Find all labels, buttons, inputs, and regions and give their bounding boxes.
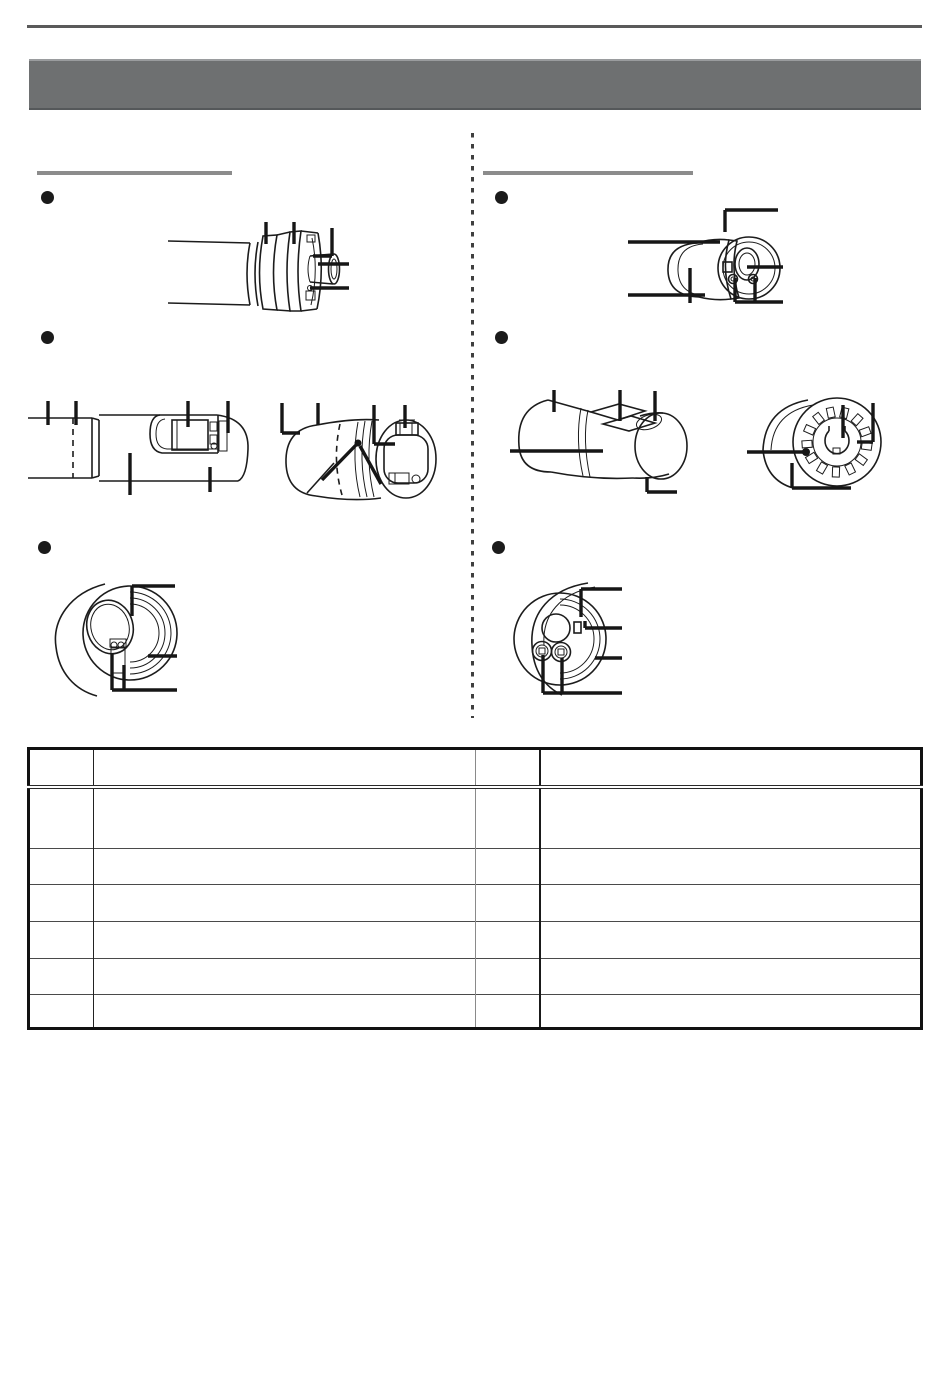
table-row: [29, 922, 922, 959]
table-cell: [29, 922, 94, 959]
drawing-side-cutaway: [28, 415, 248, 481]
drawing: [514, 583, 606, 695]
table-row: [29, 995, 922, 1029]
drawing-grooved-side: [519, 400, 687, 479]
table-cell: [29, 787, 94, 849]
table-cell: [29, 849, 94, 885]
right-bullet-2: [495, 331, 508, 344]
table-cell: [476, 959, 540, 995]
table-row: [29, 959, 922, 995]
table-cell: [540, 959, 922, 995]
drawing: [55, 584, 177, 696]
table-cell: [94, 787, 476, 849]
column-divider-dotted: [471, 133, 474, 718]
left-bullet-3: [38, 541, 51, 554]
table-cell: [29, 959, 94, 995]
top-rule: [27, 25, 922, 28]
table-header-cell: [94, 749, 476, 787]
table-cell: [29, 995, 94, 1029]
left-bullet-2: [41, 331, 54, 344]
table-header-cell: [29, 749, 94, 787]
right-bullet-1: [495, 191, 508, 204]
table-cell: [540, 849, 922, 885]
figure-right-1-tip-oblique-view: [613, 198, 798, 318]
table-cell: [540, 995, 922, 1029]
figure-left-1-tip-side-view: [160, 218, 355, 313]
table-cell: [476, 885, 540, 922]
table-cell: [94, 995, 476, 1029]
table-cell: [540, 922, 922, 959]
table-cell: [476, 995, 540, 1029]
table-cell: [540, 885, 922, 922]
table-row: [29, 787, 922, 849]
table-cell: [94, 959, 476, 995]
table-row: [29, 849, 922, 885]
figure-left-3-tip-front-view: [50, 575, 190, 707]
leader-lines: [543, 589, 622, 693]
figure-right-2-tip-grooved-and-end-view: [503, 378, 923, 508]
table-cell: [476, 787, 540, 849]
table-cell: [94, 849, 476, 885]
leader-lines: [112, 586, 177, 690]
figure-right-3-tip-front-view: [500, 575, 648, 710]
drawing-end-view: [286, 420, 436, 500]
leader-lines: [628, 210, 783, 303]
left-column-title-underline: [37, 171, 232, 175]
drawing: [168, 231, 340, 311]
table-header-cell: [540, 749, 922, 787]
right-bullet-3: [492, 541, 505, 554]
table-cell: [29, 885, 94, 922]
table-row: [29, 885, 922, 922]
table-cell: [94, 885, 476, 922]
section-header-banner: [29, 59, 921, 110]
table-header-row: [29, 749, 922, 787]
table-cell: [94, 922, 476, 959]
table-header-cell: [476, 749, 540, 787]
right-column-title-underline: [483, 171, 693, 175]
parts-table: [27, 747, 923, 1030]
figure-left-2-tip-cutaway-and-end-view: [22, 393, 447, 508]
table-cell: [476, 849, 540, 885]
table-cell: [540, 787, 922, 849]
left-bullet-1: [41, 191, 54, 204]
table-cell: [476, 922, 540, 959]
